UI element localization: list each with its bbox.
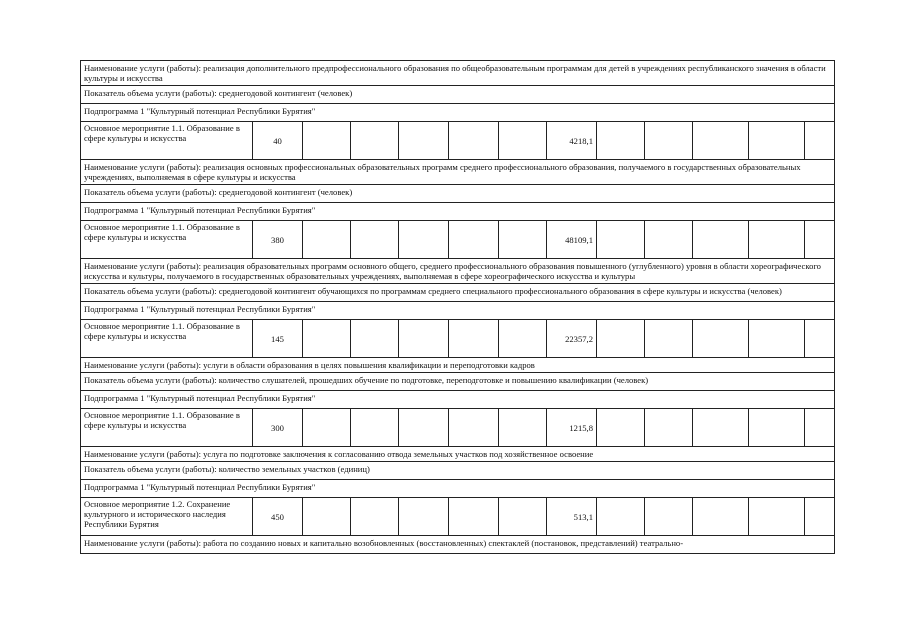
empty-cell	[645, 409, 693, 447]
activity-name: Основное мероприятие 1.1. Образование в сфере культуры и искусства	[81, 221, 253, 259]
volume-indicator: Показатель объема услуги (работы): количество земельных участков (единиц)	[81, 462, 835, 480]
volume-indicator: Показатель объема услуги (работы): среднегодовой контингент (человек)	[81, 185, 835, 203]
empty-cell	[449, 122, 499, 160]
subprogram-title-row	[81, 203, 835, 221]
service-name: Наименование услуги (работы): реализация образовательных программ основного общего, среднего профессионального образования повышенного (углубленного) уровня в области хореографического искусства и культуры, получаемого в государственных образовательных учреждениях, выполняемая в сфере хореографического искусства и культуры	[81, 259, 835, 284]
empty-cell	[693, 498, 749, 536]
volume-value: 145	[253, 320, 303, 358]
empty-cell	[449, 498, 499, 536]
service-name-row	[81, 358, 835, 373]
volume-indicator-row	[81, 86, 835, 104]
empty-cell	[597, 409, 645, 447]
empty-cell	[805, 320, 835, 358]
state-assignment-table	[80, 60, 835, 554]
empty-cell	[399, 498, 449, 536]
service-name: Наименование услуги (работы): реализация основных профессиональных образовательных программ среднего профессионального образования, получаемого в государственных образовательных учреждениях, выполняемая в сфере культуры и искусства	[81, 160, 835, 185]
subprogram-title-row	[81, 480, 835, 498]
activity-name: Основное мероприятие 1.1. Образование в сфере культуры и искусства	[81, 122, 253, 160]
volume-value: 300	[253, 409, 303, 447]
activity-row	[81, 320, 835, 358]
empty-cell	[645, 320, 693, 358]
empty-cell	[597, 122, 645, 160]
empty-cell	[597, 498, 645, 536]
empty-cell	[597, 221, 645, 259]
empty-cell	[351, 498, 399, 536]
activity-row	[81, 122, 835, 160]
empty-cell	[693, 320, 749, 358]
subprogram-title: Подпрограмма 1 "Культурный потенциал Республики Бурятия"	[81, 203, 835, 221]
activity-name: Основное мероприятие 1.1. Образование в сфере культуры и искусства	[81, 409, 253, 447]
service-name-row	[81, 61, 835, 86]
volume-indicator-row	[81, 462, 835, 480]
empty-cell	[351, 221, 399, 259]
cost-value: 1215,8	[547, 409, 597, 447]
volume-value: 380	[253, 221, 303, 259]
empty-cell	[693, 122, 749, 160]
empty-cell	[805, 409, 835, 447]
volume-indicator: Показатель объема услуги (работы): среднегодовой контингент обучающихся по программам среднего специального профессионального образования в сфере культуры и искусства (человек)	[81, 284, 835, 302]
service-name: Наименование услуги (работы): услуги в области образования в целях повышения квалификации и переподготовки кадров	[81, 358, 835, 373]
empty-cell	[303, 498, 351, 536]
cost-value: 513,1	[547, 498, 597, 536]
empty-cell	[693, 409, 749, 447]
subprogram-title-row	[81, 391, 835, 409]
empty-cell	[399, 409, 449, 447]
empty-cell	[749, 221, 805, 259]
empty-cell	[351, 122, 399, 160]
volume-indicator-row	[81, 284, 835, 302]
empty-cell	[749, 498, 805, 536]
empty-cell	[499, 498, 547, 536]
empty-cell	[303, 320, 351, 358]
volume-indicator: Показатель объема услуги (работы): количество слушателей, прошедших обучение по подготовке, переподготовке и повышению квалификации (человек)	[81, 373, 835, 391]
service-name: Наименование услуги (работы): реализация дополнительного предпрофессионального образования по общеобразовательным программам для детей в учреждениях республиканского значения в области культуры и искусства	[81, 61, 835, 86]
empty-cell	[805, 498, 835, 536]
empty-cell	[399, 122, 449, 160]
empty-cell	[303, 409, 351, 447]
volume-value: 450	[253, 498, 303, 536]
activity-name: Основное мероприятие 1.2. Сохранение культурного и исторического наследия Республики Бурятия	[81, 498, 253, 536]
activity-row	[81, 221, 835, 259]
volume-indicator-row	[81, 373, 835, 391]
empty-cell	[645, 221, 693, 259]
service-name-row	[81, 259, 835, 284]
empty-cell	[597, 320, 645, 358]
activity-name: Основное мероприятие 1.1. Образование в сфере культуры и искусства	[81, 320, 253, 358]
empty-cell	[749, 320, 805, 358]
empty-cell	[645, 498, 693, 536]
empty-cell	[499, 221, 547, 259]
empty-cell	[805, 122, 835, 160]
activity-row	[81, 498, 835, 536]
empty-cell	[351, 320, 399, 358]
empty-cell	[449, 320, 499, 358]
volume-indicator: Показатель объема услуги (работы): среднегодовой контингент (человек)	[81, 86, 835, 104]
empty-cell	[499, 409, 547, 447]
volume-indicator-row	[81, 185, 835, 203]
empty-cell	[449, 409, 499, 447]
empty-cell	[645, 122, 693, 160]
empty-cell	[749, 122, 805, 160]
document-page	[80, 60, 834, 554]
empty-cell	[805, 221, 835, 259]
subprogram-title: Подпрограмма 1 "Культурный потенциал Республики Бурятия"	[81, 480, 835, 498]
service-name-row	[81, 160, 835, 185]
service-name-row	[81, 447, 835, 462]
empty-cell	[693, 221, 749, 259]
empty-cell	[399, 320, 449, 358]
service-name: Наименование услуги (работы): работа по созданию новых и капитально возобновленных (восстановленных) спектаклей (постановок, представлений) театрально-	[81, 536, 835, 554]
service-name: Наименование услуги (работы): услуга по подготовке заключения к согласованию отвода земельных участков под хозяйственное освоение	[81, 447, 835, 462]
subprogram-title: Подпрограмма 1 "Культурный потенциал Республики Бурятия"	[81, 104, 835, 122]
subprogram-title-row	[81, 104, 835, 122]
empty-cell	[499, 122, 547, 160]
activity-row	[81, 409, 835, 447]
empty-cell	[449, 221, 499, 259]
subprogram-title: Подпрограмма 1 "Культурный потенциал Республики Бурятия"	[81, 391, 835, 409]
cost-value: 4218,1	[547, 122, 597, 160]
empty-cell	[499, 320, 547, 358]
cost-value: 22357,2	[547, 320, 597, 358]
cost-value: 48109,1	[547, 221, 597, 259]
empty-cell	[303, 122, 351, 160]
empty-cell	[399, 221, 449, 259]
subprogram-title: Подпрограмма 1 "Культурный потенциал Республики Бурятия"	[81, 302, 835, 320]
empty-cell	[351, 409, 399, 447]
empty-cell	[303, 221, 351, 259]
table-body	[81, 61, 835, 554]
service-name-row	[81, 536, 835, 554]
empty-cell	[749, 409, 805, 447]
subprogram-title-row	[81, 302, 835, 320]
volume-value: 40	[253, 122, 303, 160]
